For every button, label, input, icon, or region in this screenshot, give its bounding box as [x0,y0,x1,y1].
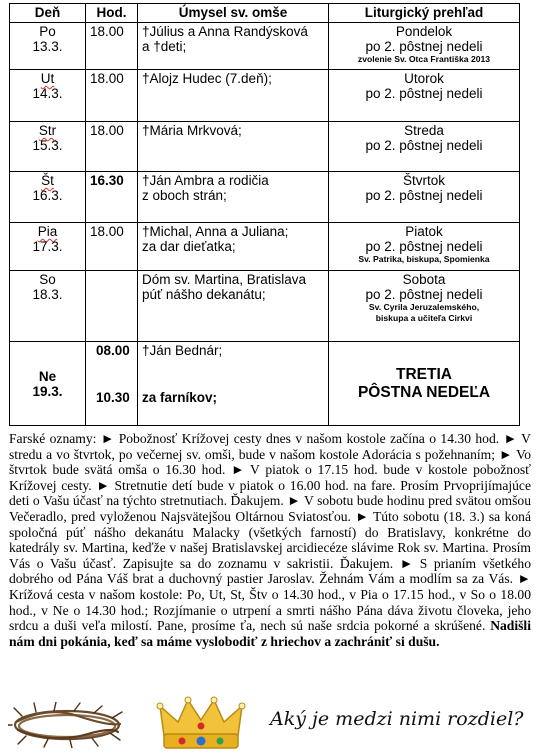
day-cell [10,172,86,223]
day-name: Št [41,173,54,188]
royal-crown-icon [156,696,246,752]
time-cell: 18.00 [86,223,138,271]
intention-line: Dóm sv. Martina, Bratislava [142,272,307,287]
intention-line: z oboch strán; [142,188,227,203]
day-date: 18.3. [32,287,63,302]
announcements-text: Farské oznamy: ► Pobožnosť Krížovej cesty dnes v našom kostole začína o 14.30 hod. ► V stredu a vo štvrtok, po večernej sv. omši, bude v našom kostole Adorácia s požehnaním; ► Vo štvrtok bude svätá omša o 16.30 hod. ► V piatok o 17.15 hod. bude v kostole pobožnosť Krížovej cesty. ► Stretnutie detí bude v piatok o 16.00 hod. na fare. Prosím Prvoprijímajúce deti o Vašu účasť na týchto stretnutiach. Ďakujem. ► V sobotu bude hodinu pred svätou omšou Večeradlo, pred vyloženou Najsvätejšou Oltárnou Sviatosťou. ► Túto sobotu (18. 3.) sa koná spoločná púť nášho dekanátu Malacky (všetkých farností) do Bratislavy, konkrétne do katedrály sv. Martina, keďže v našej Bratislavskej arcidiecéze slávime Rok sv. Martina. Prosím Vás o Vašu účasť. Zapisujte sa do zoznamu v sakristii. Ďakujem. ► S prianím všetkého dobrého od Pána Váš brat a duchovný pastier Jaroslav. Žehnám Vám a modlím sa za Vás. ► Krížová cesta v našom kostole: Po, Ut, St, Štv o 14.30 hod., v Pia o 17.15 hod., v So o 18.00 hod., v Ne o 14.30 hod.; Rozjímanie o utrpení a smrti nášho Pána dáva životu človeka, jeho srdcu a duši veľa milostí. Pane, prosíme ťa, nech sú naše srdcia pokorné a skrúšené. [9,431,531,634]
day-date: 16.3. [32,188,63,203]
liturgy-day: Pondelok [395,24,453,39]
liturgy-day: Utorok [404,71,444,86]
liturgy-cell [329,342,520,426]
day-date: 19.3. [32,383,63,399]
liturgy-cell [329,271,520,342]
liturgy-day: Streda [404,123,444,138]
day-name: Str [38,123,57,138]
intention-cell [138,122,329,172]
table-header-row [10,4,520,23]
liturgy-week: po 2. pôstnej nedeli [365,188,483,203]
intention-line: †Mária Mrkvová; [142,123,242,138]
day-cell [10,271,86,342]
day-name: Po [39,24,56,39]
liturgy-week: po 2. pôstnej nedeli [365,239,483,254]
intention-line: za dar dieťatka; [142,239,236,254]
header-day: Deň [10,4,86,23]
day-cell [10,122,86,172]
intention-line: púť nášho dekanátu; [142,287,266,302]
table-row [10,271,520,342]
day-date: 14.3. [32,86,63,101]
announcements-closing: Nadišli nám dni pokánia, keď sa máme vyslobodiť z hriechov a zachrániť si dušu. [9,618,531,649]
liturgy-note: Sv. Cyrila Jeruzalemského, [368,302,480,312]
intention-line: †Michal, Anna a Juliana; [142,224,289,239]
intention-line: †Ján Ambra a rodičia [142,173,269,188]
liturgy-week: po 2. pôstnej nedeli [365,287,483,302]
header-intention: Úmysel sv. omše [138,4,329,23]
time-second: 10.30 [96,390,130,405]
liturgy-cell [329,23,520,70]
day-cell [10,70,86,122]
day-date: 15.3. [32,138,63,153]
intention-line: za farníkov; [142,390,218,405]
intention-line: †Alojz Hudec (7.deň); [142,71,272,86]
intention-cell [138,23,329,70]
intention-line: †Ján Bednár; [142,343,223,358]
time-cell [86,342,138,426]
liturgy-cell [329,223,520,271]
crown-of-thorns-icon [8,702,126,748]
table-row [10,23,520,70]
intention-line: †Július a Anna Randýsková [142,24,308,39]
header-hour: Hod. [86,4,138,23]
liturgy-day: Sobota [402,272,446,287]
day-cell [10,223,86,271]
table-row [10,70,520,122]
mass-schedule-table [9,3,520,426]
liturgy-day: TRETIA [396,365,452,383]
intention-cell [138,271,329,342]
day-name: Ut [40,71,55,86]
time-cell [86,271,138,342]
liturgy-week: po 2. pôstnej nedeli [365,138,483,153]
table-row [10,223,520,271]
time-cell: 18.00 [86,23,138,70]
footer-motto: Aký je medzi nimi rozdiel? [270,708,524,730]
day-date: 13.3. [32,39,63,54]
table-row [10,342,520,426]
header-liturgy: Liturgický prehľad [329,4,520,23]
intention-line: a †deti; [142,39,187,54]
day-date: 17.3. [32,239,63,254]
time-cell: 16.30 [86,172,138,223]
time-cell: 18.00 [86,122,138,172]
day-name: So [39,272,56,287]
intention-cell [138,172,329,223]
time-first: 08.00 [96,343,130,358]
liturgy-week: po 2. pôstnej nedeli [365,86,483,101]
day-cell [10,23,86,70]
liturgy-week: po 2. pôstnej nedeli [365,39,483,54]
table-row [10,122,520,172]
day-name: Ne [38,368,57,384]
intention-cell [138,223,329,271]
table-row [10,172,520,223]
day-name: Pia [37,224,58,239]
liturgy-cell [329,70,520,122]
liturgy-note: biskupa a učiteľa Cirkvi [375,313,473,323]
liturgy-note: zvolenie Sv. Otca Františka 2013 [357,54,491,64]
liturgy-cell [329,172,520,223]
liturgy-week: PÔSTNA NEDEĽA [357,383,491,401]
intention-cell [138,342,329,426]
time-cell: 18.00 [86,70,138,122]
parish-announcements [9,431,531,649]
liturgy-note: Sv. Patrika, biskupa, Spomienka [358,254,490,264]
intention-cell [138,70,329,122]
day-cell [10,342,86,426]
liturgy-day: Štvrtok [402,173,445,188]
liturgy-cell [329,122,520,172]
liturgy-day: Piatok [405,224,443,239]
